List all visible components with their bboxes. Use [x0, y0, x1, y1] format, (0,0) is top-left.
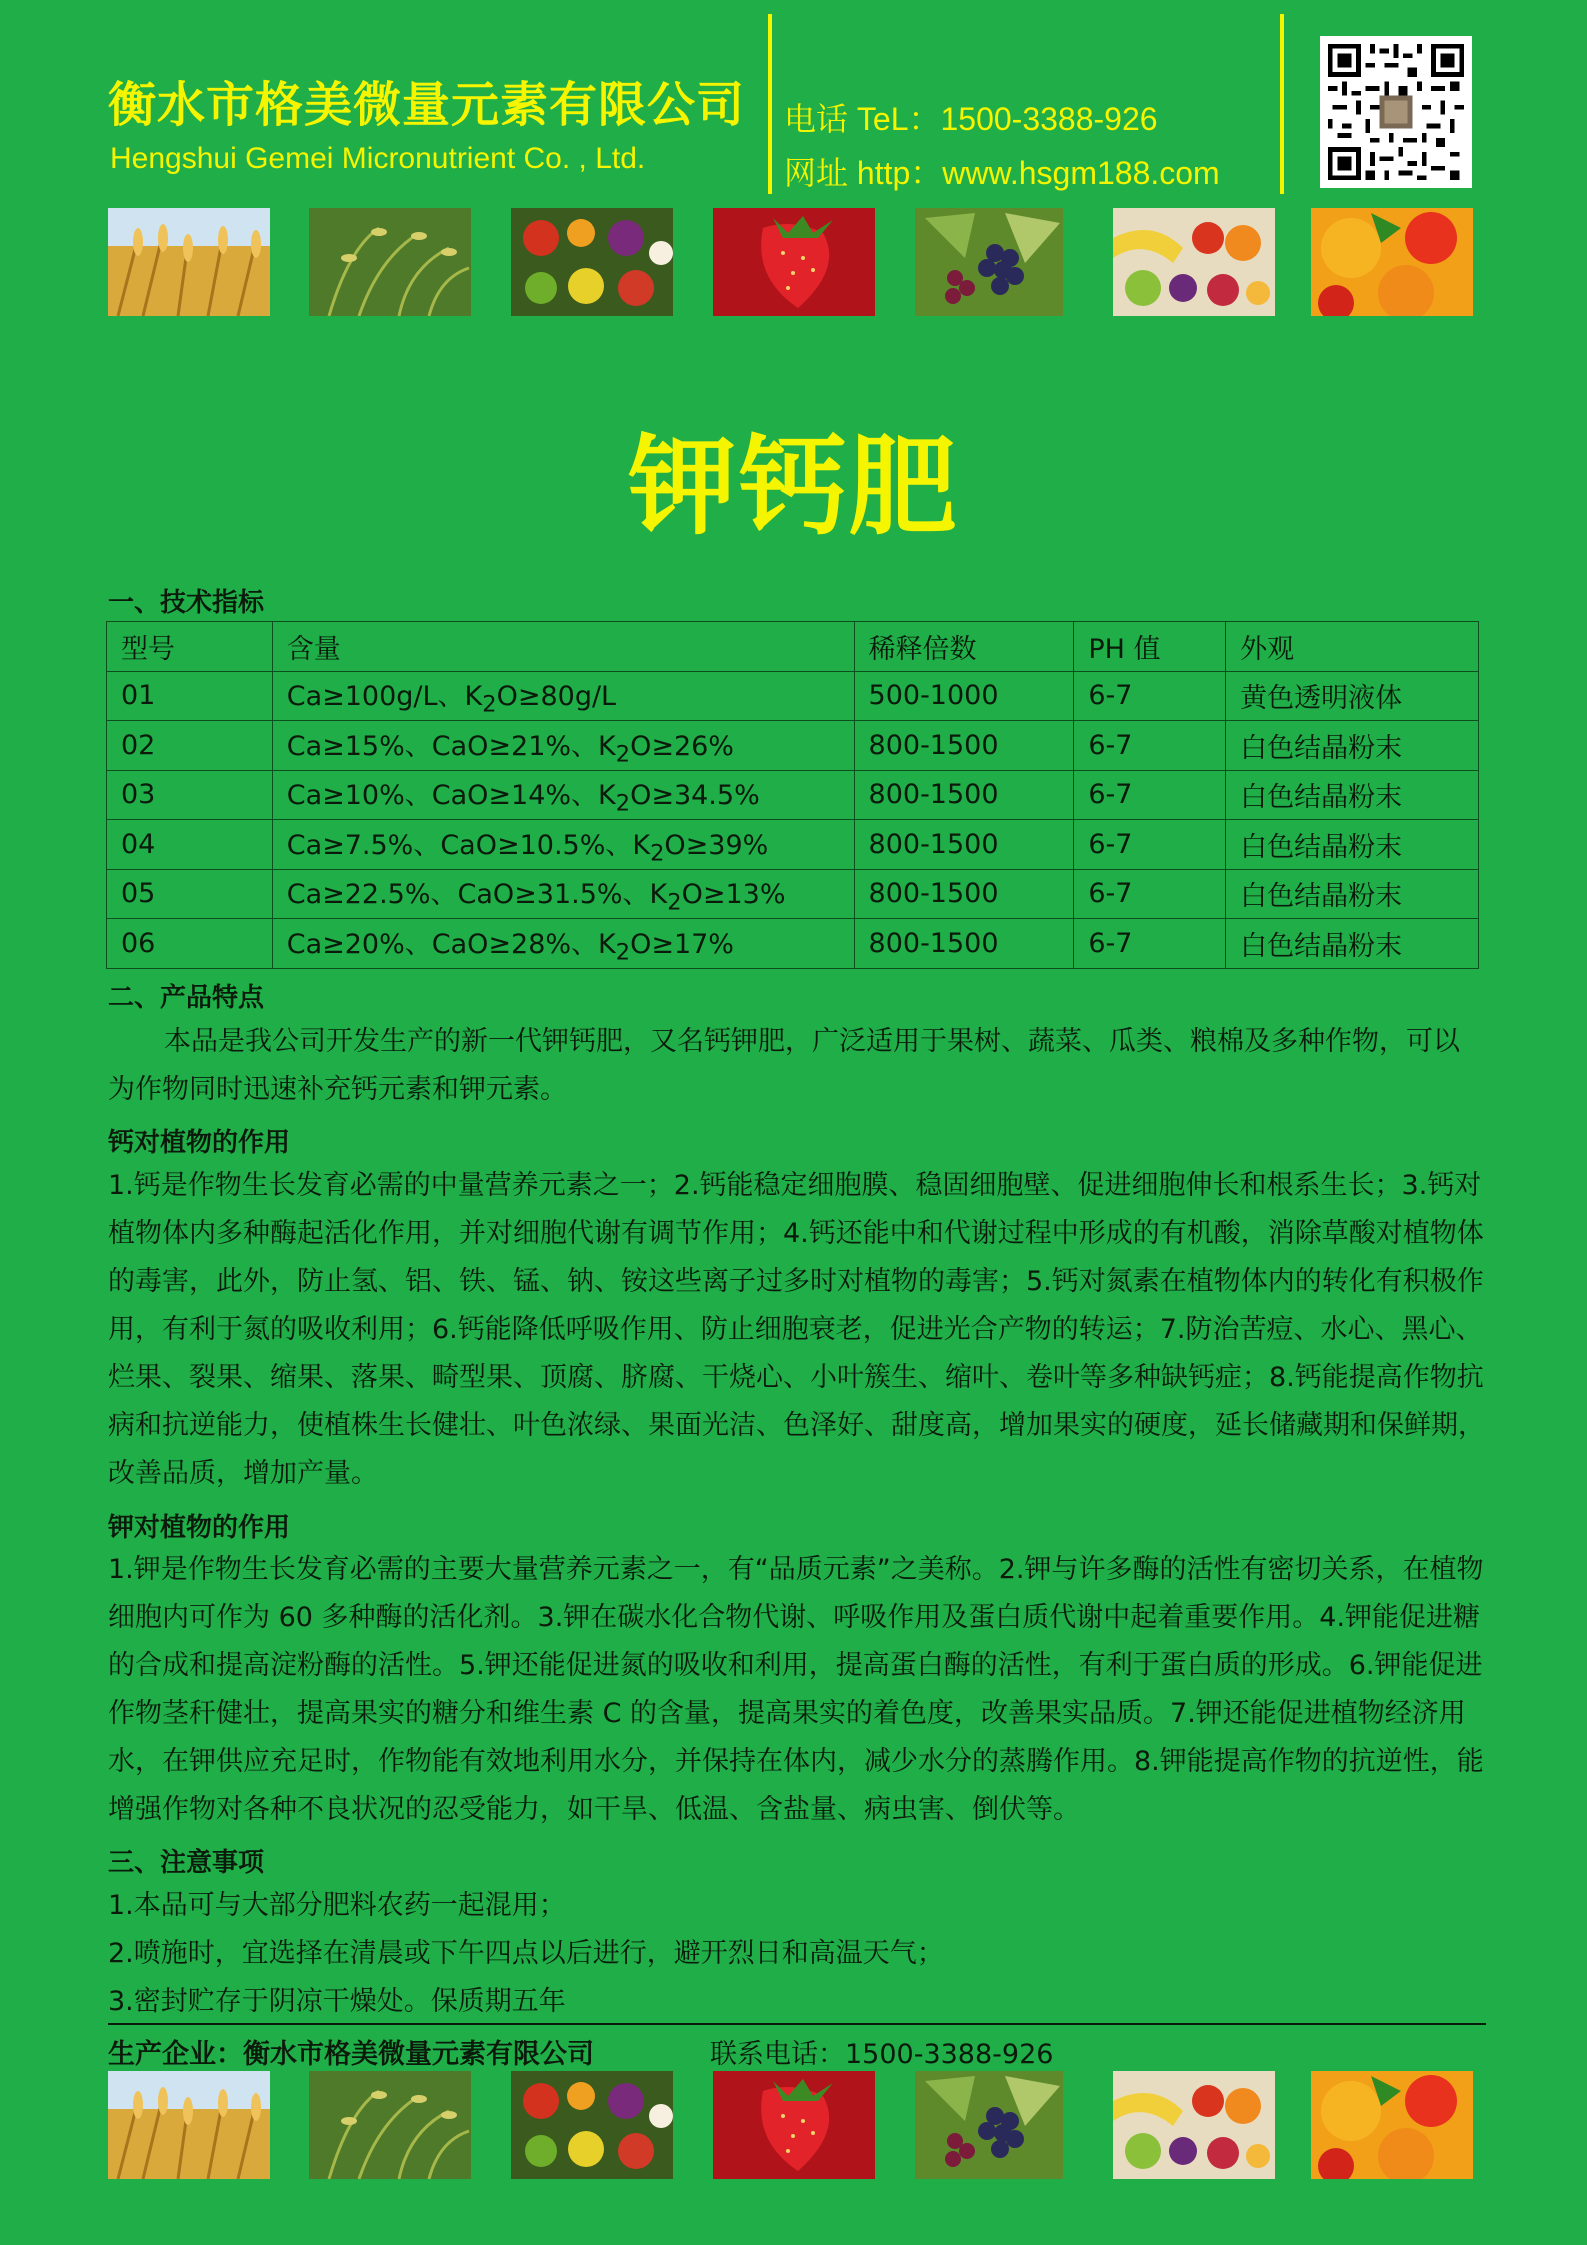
cell-ph: 6-7 — [1074, 671, 1226, 721]
cell-content: Ca≥100g/L、$K_2O\ge 80g/L$ — [272, 671, 854, 721]
cell-content: Ca≥10%、CaO≥14%、$K_2O\ge 34.5\%$ — [272, 770, 854, 820]
section-heading-features: 二、产品特点 — [108, 983, 265, 1013]
column-header-model: 型号 — [107, 622, 273, 672]
cell-appearance: 白色结晶粉末 — [1226, 919, 1479, 969]
column-header-content: 含量 — [272, 622, 854, 672]
contact-tel: 电话 TeL：1500-3388-926 — [784, 101, 1158, 137]
note-item: 3.密封贮存于阴凉干燥处。保质期五年 — [108, 1986, 566, 2017]
qr-code-icon — [1320, 36, 1472, 188]
mixed-fruits-photo — [1113, 208, 1275, 316]
column-header-dilution: 稀释倍数 — [854, 622, 1074, 672]
strawberry-photo — [713, 2071, 875, 2179]
cell-appearance: 白色结晶粉末 — [1226, 770, 1479, 820]
cell-model: 04 — [107, 820, 273, 870]
table-row — [107, 721, 1479, 771]
cell-content: Ca≥7.5%、CaO≥10.5%、$K_2O\ge 39\%$ — [272, 820, 854, 870]
rice-photo — [309, 208, 471, 316]
cell-dilution: 500-1000 — [854, 671, 1074, 721]
table-row — [107, 770, 1479, 820]
citrus-fruits-photo — [1311, 208, 1473, 316]
table-row — [107, 671, 1479, 721]
photo-strip-top — [108, 208, 1473, 316]
company-name-cn: 衡水市格美微量元素有限公司 — [108, 77, 746, 133]
cell-dilution: 800-1500 — [854, 820, 1074, 870]
cell-appearance: 白色结晶粉末 — [1226, 721, 1479, 771]
vegetables-photo — [511, 2071, 673, 2179]
company-name-en: Hengshui Gemei Micronutrient Co. , Ltd. — [110, 142, 646, 175]
strawberry-photo — [713, 208, 875, 316]
page-title: 钾钙肥 — [628, 425, 959, 550]
cell-ph: 6-7 — [1074, 721, 1226, 771]
rice-photo — [309, 2071, 471, 2179]
header — [108, 14, 1478, 194]
cell-model: 06 — [107, 919, 273, 969]
contact-website: 网址 http：www.hsgm188.com — [784, 155, 1220, 191]
mixed-fruits-photo — [1113, 2071, 1275, 2179]
cell-model: 05 — [107, 869, 273, 919]
wheat-photo — [108, 208, 270, 316]
wheat-photo — [108, 2071, 270, 2179]
header-divider — [768, 14, 772, 194]
cell-ph: 6-7 — [1074, 869, 1226, 919]
table-row — [107, 820, 1479, 870]
cell-dilution: 800-1500 — [854, 770, 1074, 820]
cell-appearance: 白色结晶粉末 — [1226, 869, 1479, 919]
cell-model: 03 — [107, 770, 273, 820]
potassium-heading: 钾对植物的作用 — [108, 1513, 291, 1543]
cell-ph: 6-7 — [1074, 770, 1226, 820]
grapes-photo — [915, 2071, 1063, 2179]
cell-ph: 6-7 — [1074, 919, 1226, 969]
calcium-text: 1.钙是作物生长发育必需的中量营养元素之一；2.钙能稳定细胞膜、稳固细胞壁、促进细胞伸长和根系生长；3.钙对植物体内多种酶起活化作用，并对细胞代谢有调节作用；4.钙还能中和代谢过程中形成的有机酸，消除草酸对植物体的毒害，此外，防止氢、铝、铁、锰、钠、铵这些离子过多时对植物的毒害；5.钙对氮素在植物体内的转化有积极作用，有利于氮的吸收利用；6.钙能降低呼吸作用、防止细胞衰老，促进光合产物的转运；7.防治苦痘、水心、黑心、烂果、裂果、缩果、落果、畸型果、顶腐、脐腐、干烧心、小叶簇生、缩叶、卷叶等多种缺钙症；8.钙能提高作物抗病和抗逆能力，使植株生长健壮、叶色浓绿、果面光洁、色泽好、甜度高，增加果实的硬度，延长储藏期和保鲜期，改善品质，增加产量。 — [108, 1170, 1485, 1489]
calcium-heading: 钙对植物的作用 — [108, 1128, 291, 1158]
column-header-ph: PH 值 — [1074, 622, 1226, 672]
grapes-photo — [915, 208, 1063, 316]
header-divider — [1280, 14, 1284, 194]
table-header-row — [107, 622, 1479, 672]
cell-model: 01 — [107, 671, 273, 721]
cell-dilution: 800-1500 — [854, 721, 1074, 771]
cell-content: Ca≥15%、CaO≥21%、$K_2O\ge 26\%$ — [272, 721, 854, 771]
note-item: 2.喷施时，宜选择在清晨或下午四点以后进行，避开烈日和高温天气； — [108, 1938, 944, 1969]
product-intro: 本品是我公司开发生产的新一代钾钙肥，又名钙钾肥，广泛适用于果树、蔬菜、瓜类、粮棉及多种作物，可以为作物同时迅速补充钙元素和钾元素。 — [108, 1026, 1460, 1105]
footer-divider — [108, 2023, 1486, 2025]
citrus-fruits-photo — [1311, 2071, 1473, 2179]
cell-appearance: 黄色透明液体 — [1226, 671, 1479, 721]
footer-producer: 生产企业：衡水市格美微量元素有限公司 — [108, 2039, 594, 2070]
table-row — [107, 869, 1479, 919]
spec-table — [106, 621, 1479, 969]
column-header-appearance: 外观 — [1226, 622, 1479, 672]
table-row — [107, 919, 1479, 969]
note-item: 1.本品可与大部分肥料农药一起混用； — [108, 1890, 566, 1921]
cell-content: Ca≥22.5%、CaO≥31.5%、$K_2O\ge 13\%$ — [272, 869, 854, 919]
cell-dilution: 800-1500 — [854, 919, 1074, 969]
potassium-text: 1.钾是作物生长发育必需的主要大量营养元素之一，有“品质元素”之美称。2.钾与许多酶的活性有密切关系，在植物细胞内可作为 60 多种酶的活化剂。3.钾在碳水化合物代谢、呼吸作用及蛋白质代谢中起着重要作用。4.钾能促进糖的合成和提高淀粉酶的活性。5.钾还能促进氮的吸收和利用，提高蛋白酶的活性，有利于蛋白质的形成。6.钾能促进作物茎秆健壮，提高果实的糖分和维生素 C 的含量，提高果实的着色度，改善果实品质。7.钾还能促进植物经济用水，在钾供应充足时，作物能有效地利用水分，并保持在体内，减少水分的蒸腾作用。8.钾能提高作物的抗逆性，能增强作物对各种不良状况的忍受能力，如干旱、低温、含盐量、病虫害、倒伏等。 — [108, 1554, 1484, 1825]
section-heading-notes: 三、注意事项 — [108, 1848, 265, 1878]
section-heading-specs: 一、技术指标 — [108, 588, 265, 618]
cell-ph: 6-7 — [1074, 820, 1226, 870]
cell-dilution: 800-1500 — [854, 869, 1074, 919]
cell-content: Ca≥20%、CaO≥28%、$K_2O\ge 17\%$ — [272, 919, 854, 969]
vegetables-photo — [511, 208, 673, 316]
photo-strip-bottom — [108, 2071, 1473, 2179]
footer-phone: 联系电话：1500-3388-926 — [710, 2039, 1054, 2070]
cell-model: 02 — [107, 721, 273, 771]
cell-appearance: 白色结晶粉末 — [1226, 820, 1479, 870]
